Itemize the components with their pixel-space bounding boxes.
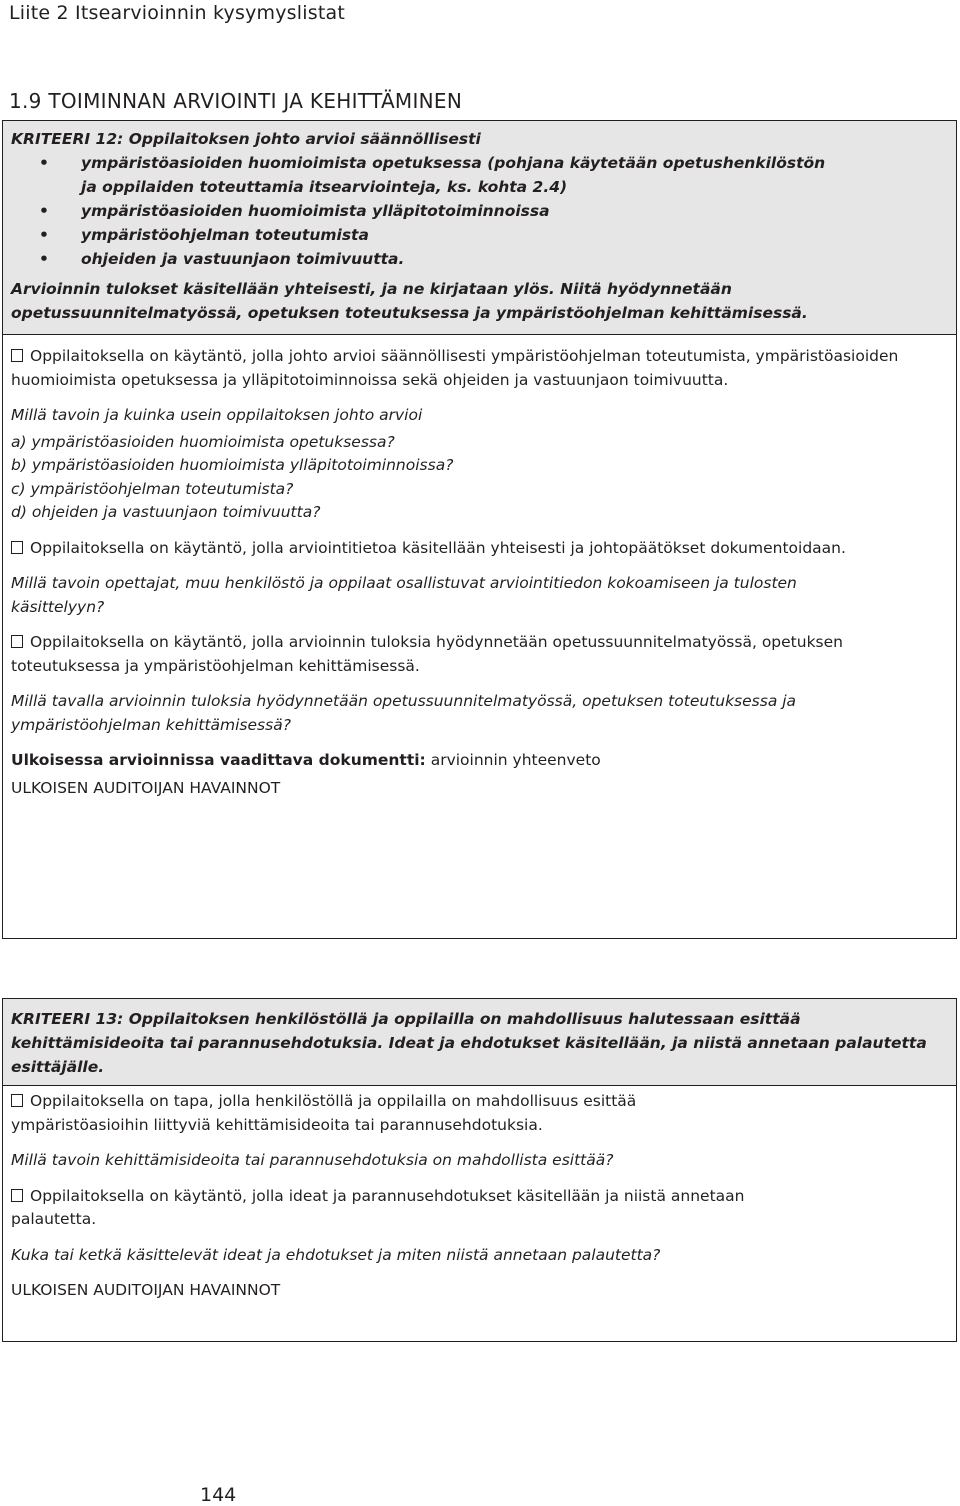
criterion-13-table <box>2 998 957 1342</box>
required-document <box>11 749 948 773</box>
question-item: d) ohjeiden ja vastuunjaon toimivuutta? <box>11 503 321 521</box>
checkbox[interactable] <box>11 1189 23 1202</box>
practice-text: Oppilaitoksella on käytäntö, jolla johto arvioi säännöllisesti ympäristöohjelman toteutumista, ympäristöasioiden huomioimista opetuksessa ja ylläpitotoiminnoissa sekä ohjeiden ja vastuunjaon toimivuutta. <box>11 347 899 389</box>
criterion-12-summary: Arvioinnin tulokset käsitellään yhteisesti, ja ne kirjataan ylös. Niitä hyödynnetään opetussuunnitelmatyössä, opetuksen toteutuksessa ja ympäristöohjelman kehittämisessä. <box>11 280 808 322</box>
practice-text: Oppilaitoksella on käytäntö, jolla ideat ja parannusehdotukset käsitellään ja niistä annetaan palautetta. <box>11 1186 745 1228</box>
practice-statement <box>11 1185 948 1232</box>
criterion-12-header <box>3 121 956 335</box>
auditor-observations-label: ULKOISEN AUDITOIJAN HAVAINNOT <box>11 778 281 797</box>
criterion-13-title: KRITEERI 13: Oppilaitoksen henkilöstöllä ja oppilailla on mahdollisuus halutessaan esittää kehittämisideoita tai parannusehdotuksia. Ideat ja ehdotukset käsitellään, ja niistä annetaan palautetta esittäjälle. <box>11 1010 927 1076</box>
practice-statement <box>11 1090 948 1137</box>
practice-text: Oppilaitoksella on käytäntö, jolla arviointitietoa käsitellään yhteisesti ja johtopäätökset dokumentoidaan. <box>30 538 846 557</box>
practice-text: Oppilaitoksella on käytäntö, jolla arvioinnin tuloksia hyödynnetään opetussuunnitelmatyössä, opetuksen toteutuksessa ja ympäristöohjelman kehittämisessä. <box>11 633 843 675</box>
criterion-12-table <box>2 120 957 939</box>
question-item: b) ympäristöasioiden huomioimista ylläpitotoiminnoissa? <box>11 456 454 474</box>
checkbox[interactable] <box>11 541 23 554</box>
question: Millä tavoin kehittämisideoita tai parannusehdotuksia on mahdollista esittää? <box>11 1151 614 1169</box>
criterion-12-bullet: • ympäristöasioiden huomioimista opetuksessa (pohjana käytetään opetushenkilöstön ja oppilaiden toteuttamia itsearviointeja, ks. kohta 2.4) <box>11 151 948 199</box>
criterion-13-header <box>3 999 956 1086</box>
page-header: Liite 2 Itsearvioinnin kysymyslistat <box>9 2 345 24</box>
question: Kuka tai ketkä käsittelevät ideat ja ehdotukset ja miten niistä annetaan palautetta? <box>11 1245 661 1264</box>
practice-statement <box>11 631 948 678</box>
criterion-12-body <box>3 335 956 800</box>
question-item: a) ympäristöasioiden huomioimista opetuksessa? <box>11 432 395 451</box>
question-item: c) ympäristöohjelman toteutumista? <box>11 479 294 498</box>
required-document-value: arvioinnin yhteenveto <box>425 751 601 769</box>
criterion-12-bullet: • ympäristöasioiden huomioimista ylläpitotoiminnoissa <box>11 199 948 223</box>
auditor-observations-label: ULKOISEN AUDITOIJAN HAVAINNOT <box>11 1281 281 1299</box>
criterion-12-bullets <box>11 151 948 271</box>
practice-text: Oppilaitoksella on tapa, jolla henkilöstöllä ja oppilailla on mahdollisuus esittää ympäristöasioihin liittyviä kehittämisideoita tai parannusehdotuksia. <box>11 1092 637 1134</box>
practice-statement <box>11 537 948 561</box>
criterion-13-body <box>3 1086 956 1303</box>
checkbox[interactable] <box>11 635 23 648</box>
required-document-label: Ulkoisessa arvioinnissa vaadittava dokumentti: <box>11 751 426 769</box>
criterion-12-title: KRITEERI 12: Oppilaitoksen johto arvioi säännöllisesti <box>11 130 481 148</box>
question: Millä tavoin opettajat, muu henkilöstö ja oppilaat osallistuvat arviointitiedon kokoamiseen ja tulosten käsittelyyn? <box>11 574 797 616</box>
criterion-12-bullet: • ympäristöohjelman toteutumista <box>11 223 948 247</box>
checkbox[interactable] <box>11 349 23 362</box>
practice-statement <box>11 345 948 392</box>
question-intro: Millä tavoin ja kuinka usein oppilaitoksen johto arvioi <box>11 406 423 424</box>
question: Millä tavalla arvioinnin tuloksia hyödynnetään opetussuunnitelmatyössä, opetuksen toteutuksessa ja ympäristöohjelman kehittämisessä? <box>11 692 797 734</box>
section-title: 1.9 TOIMINNAN ARVIOINTI JA KEHITTÄMINEN <box>9 89 463 113</box>
checkbox[interactable] <box>11 1094 23 1107</box>
criterion-12-bullet: • ohjeiden ja vastuunjaon toimivuutta. <box>11 247 948 271</box>
page-number: 144 <box>200 1484 237 1506</box>
